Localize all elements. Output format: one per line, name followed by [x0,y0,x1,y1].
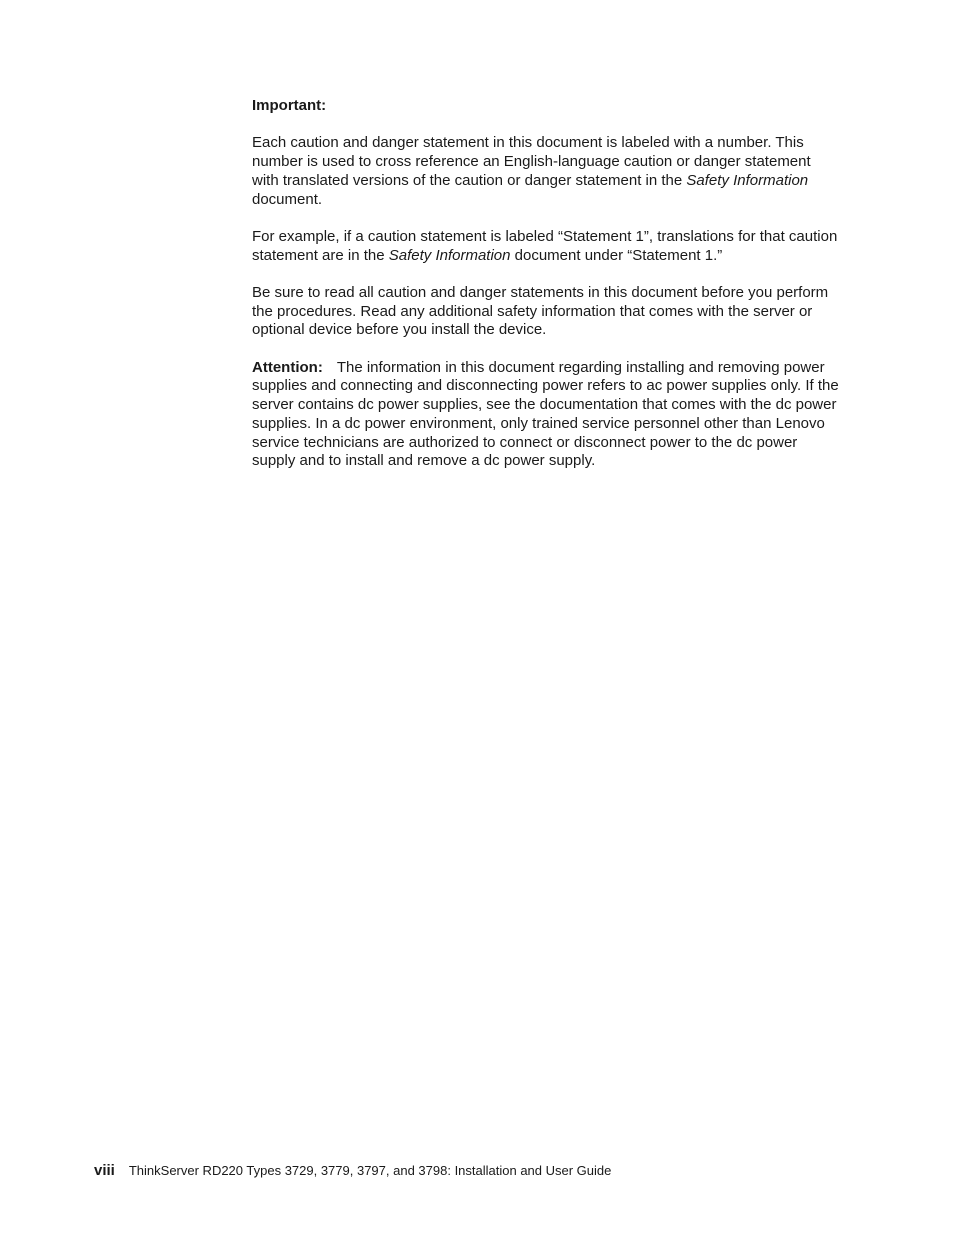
document-title-reference: Safety Information [686,171,809,189]
paragraph-text: For example, if a caution statement is labeled “Statement 1”, translations for that caution statement are in the [252,227,838,264]
attention-notice [252,359,840,471]
paragraph-caution-numbering [252,134,840,209]
main-content [252,97,840,490]
attention-text: The information in this document regarding installing and removing power supplies and connecting and disconnecting power refers to ac power supplies only. If the server contains dc power supplies, see the documentation that comes with the dc power supplies. In a dc power environment, only trained service personnel other than Lenovo service technicians are authorized to connect or disconnect power to the dc power supply and to install and remove a dc power supply. [252,358,839,470]
paragraph-example [252,228,840,265]
document-title-reference: Safety Information [388,246,511,264]
page-number: viii [94,1162,115,1179]
attention-label: Attention: [252,358,323,376]
footer-title: ThinkServer RD220 Types 3729, 3779, 3797, and 3798: Installation and User Guide [128,1163,612,1178]
important-heading: Important: [252,97,327,114]
page-footer [94,1161,611,1181]
paragraph-text: document under “Statement 1.” [510,246,723,264]
paragraph-text: Each caution and danger statement in this document is labeled with a number. This number is used to cross reference an English-language caution or danger statement with translated versions of the caution or danger statement in the [252,134,811,189]
paragraph-read-statements: Be sure to read all caution and danger statements in this document before you perform the procedures. Read any additional safety information that comes with the server or optional device before you install the device. [252,283,829,339]
paragraph-text: document. [252,190,323,208]
